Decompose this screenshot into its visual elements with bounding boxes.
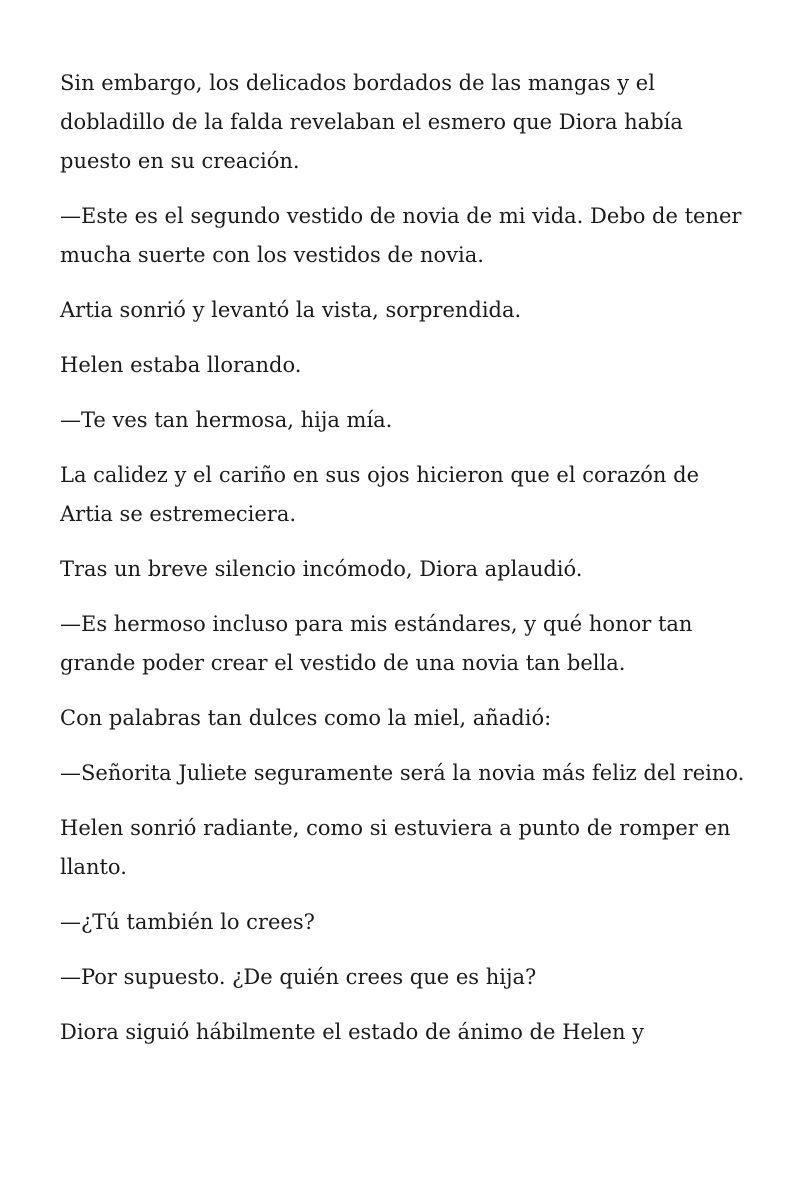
paragraph: Sin embargo, los delicados bordados de las mangas y el dobladillo de la falda revelaban el esmero que Diora había puesto en su creación. [60, 71, 683, 173]
paragraph: Con palabras tan dulces como la miel, añadió: [60, 706, 552, 730]
paragraph: —Te ves tan hermosa, hija mía. [60, 408, 393, 432]
paragraph: Helen sonrió radiante, como si estuviera a punto de romper en llanto. [60, 816, 731, 879]
paragraph: Tras un breve silencio incómodo, Diora aplaudió. [60, 557, 583, 581]
paragraph: —Este es el segundo vestido de novia de mi vida. Debo de tener mucha suerte con los vestidos de novia. [60, 204, 742, 267]
paragraph: —¿Tú también lo crees? [60, 910, 315, 934]
paragraph: —Por supuesto. ¿De quién crees que es hija? [60, 965, 537, 989]
paragraph: —Es hermoso incluso para mis estándares, y qué honor tan grande poder crear el vestido de una novia tan bella. [60, 612, 693, 675]
paragraph: Diora siguió hábilmente el estado de ánimo de Helen y [60, 1020, 645, 1044]
paragraph: Artia sonrió y levantó la vista, sorprendida. [60, 298, 522, 322]
paragraph: Helen estaba llorando. [60, 353, 302, 377]
book-page [60, 64, 750, 1068]
paragraph: La calidez y el cariño en sus ojos hicieron que el corazón de Artia se estremeciera. [60, 463, 699, 526]
paragraph: —Señorita Juliete seguramente será la novia más feliz del reino. [60, 761, 745, 785]
